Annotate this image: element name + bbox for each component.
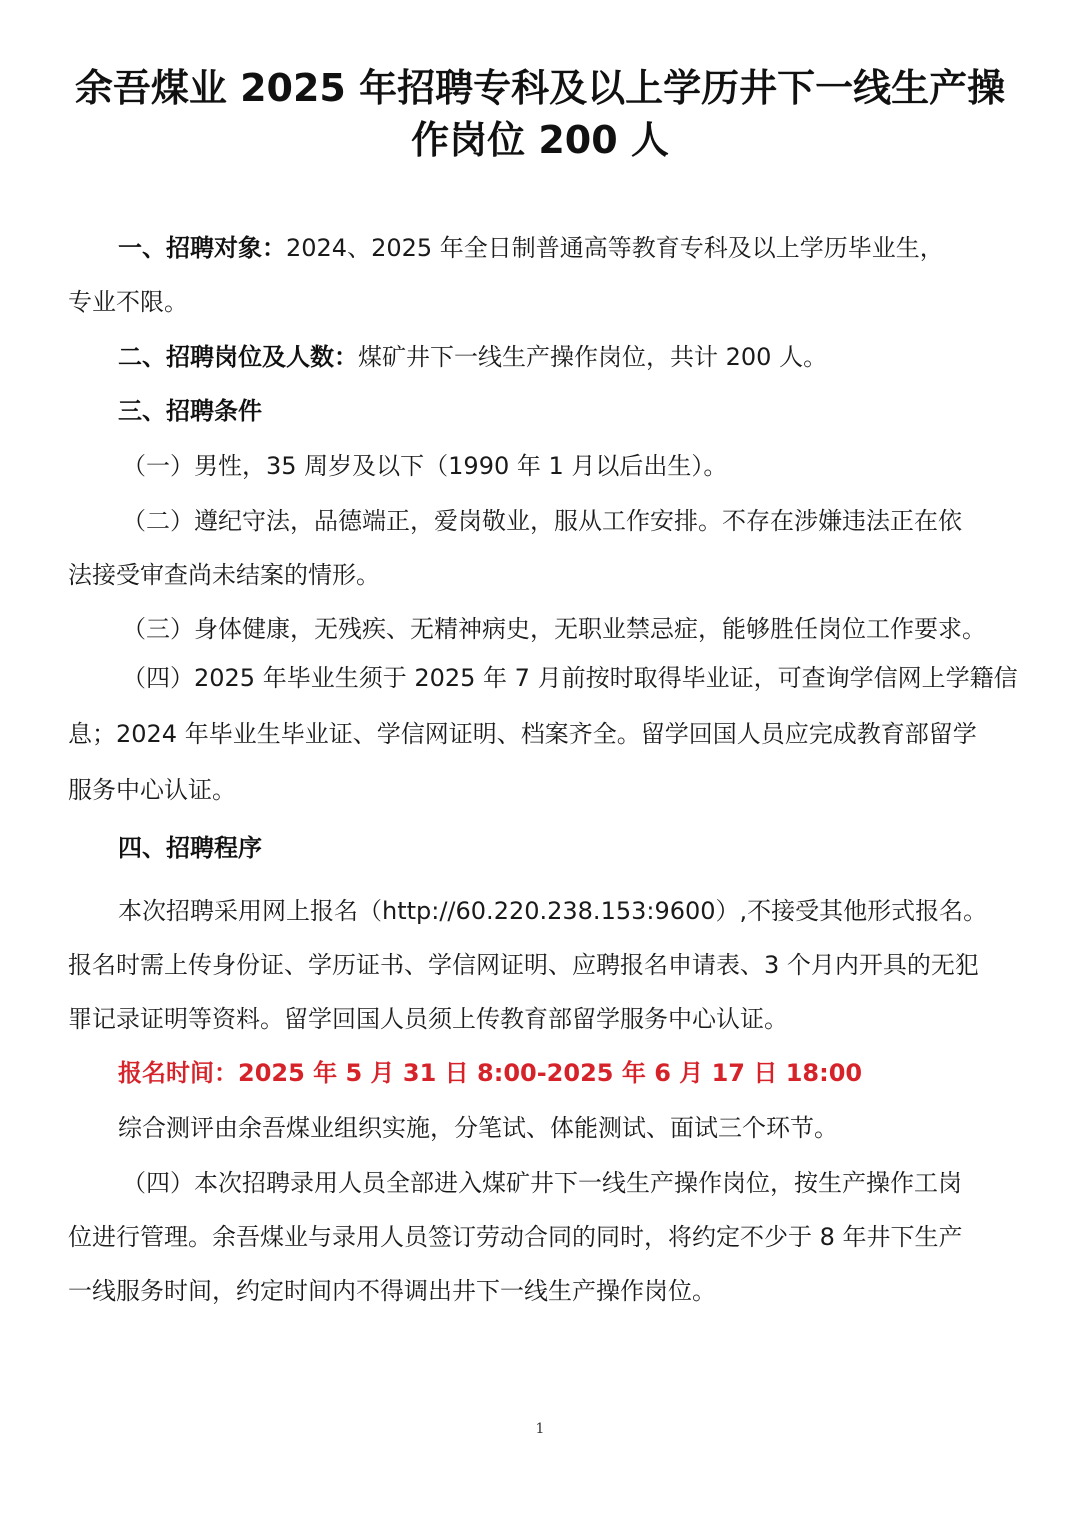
registration-time: 报名时间：2025 年 5 月 31 日 8:00-2025 年 6 月 17 日 18:00: [118, 1059, 863, 1087]
section-1-text: 2024、2025 年全日制普通高等教育专科及以上学历毕业生，: [286, 234, 944, 262]
condition-4-line-3: 服务中心认证。: [68, 776, 236, 804]
page-number: 1: [535, 1421, 545, 1437]
employment-line-2: 位进行管理。余吾煤业与录用人员签订劳动合同的同时，将约定不少于 8 年井下生产: [68, 1223, 963, 1251]
employment-line-1: （四）本次招聘录用人员全部进入煤矿井下一线生产操作岗位，按生产操作工岗: [122, 1169, 962, 1197]
condition-4-line-1: （四）2025 年毕业生须于 2025 年 7 月前按时取得毕业证，可查询学信网上学籍信: [122, 664, 1018, 692]
section-4-heading: 四、招聘程序: [118, 834, 262, 862]
title-line-1: 余吾煤业 2025 年招聘专科及以上学历井下一线生产操: [74, 66, 1006, 110]
condition-3: （三）身体健康，无残疾、无精神病史，无职业禁忌症，能够胜任岗位工作要求。: [122, 615, 986, 643]
section-2-line: [118, 340, 827, 374]
condition-2-line-1: （二）遵纪守法，品德端正，爱岗敬业，服从工作安排。不存在涉嫌违法正在依: [122, 507, 962, 535]
condition-2-line-2: 法接受审查尚未结案的情形。: [68, 561, 380, 589]
condition-4-line-2: 息；2024 年毕业生毕业证、学信网证明、档案齐全。留学回国人员应完成教育部留学: [68, 720, 977, 748]
section-2-text: 煤矿井下一线生产操作岗位，共计 200 人。: [358, 343, 828, 371]
procedure-line-2: 报名时需上传身份证、学历证书、学信网证明、应聘报名申请表、3 个月内开具的无犯: [68, 951, 979, 979]
document-title: [60, 62, 1020, 166]
section-1-line-2: 专业不限。: [68, 288, 188, 316]
section-1-heading: 一、招聘对象：: [118, 234, 286, 262]
condition-1: （一）男性，35 周岁及以下（1990 年 1 月以后出生）。: [122, 452, 728, 480]
section-1-line-1: [118, 231, 944, 265]
employment-line-3: 一线服务时间，约定时间内不得调出井下一线生产操作岗位。: [68, 1277, 716, 1305]
title-line-2: 作岗位 200 人: [411, 118, 669, 162]
assessment-text: 综合测评由余吾煤业组织实施，分笔试、体能测试、面试三个环节。: [118, 1114, 838, 1142]
section-3-heading: 三、招聘条件: [118, 397, 262, 425]
procedure-line-1: 本次招聘采用网上报名（http://60.220.238.153:9600）,不接受其他形式报名。: [118, 897, 988, 925]
procedure-line-3: 罪记录证明等资料。留学回国人员须上传教育部留学服务中心认证。: [68, 1005, 788, 1033]
section-2-heading: 二、招聘岗位及人数：: [118, 343, 358, 371]
